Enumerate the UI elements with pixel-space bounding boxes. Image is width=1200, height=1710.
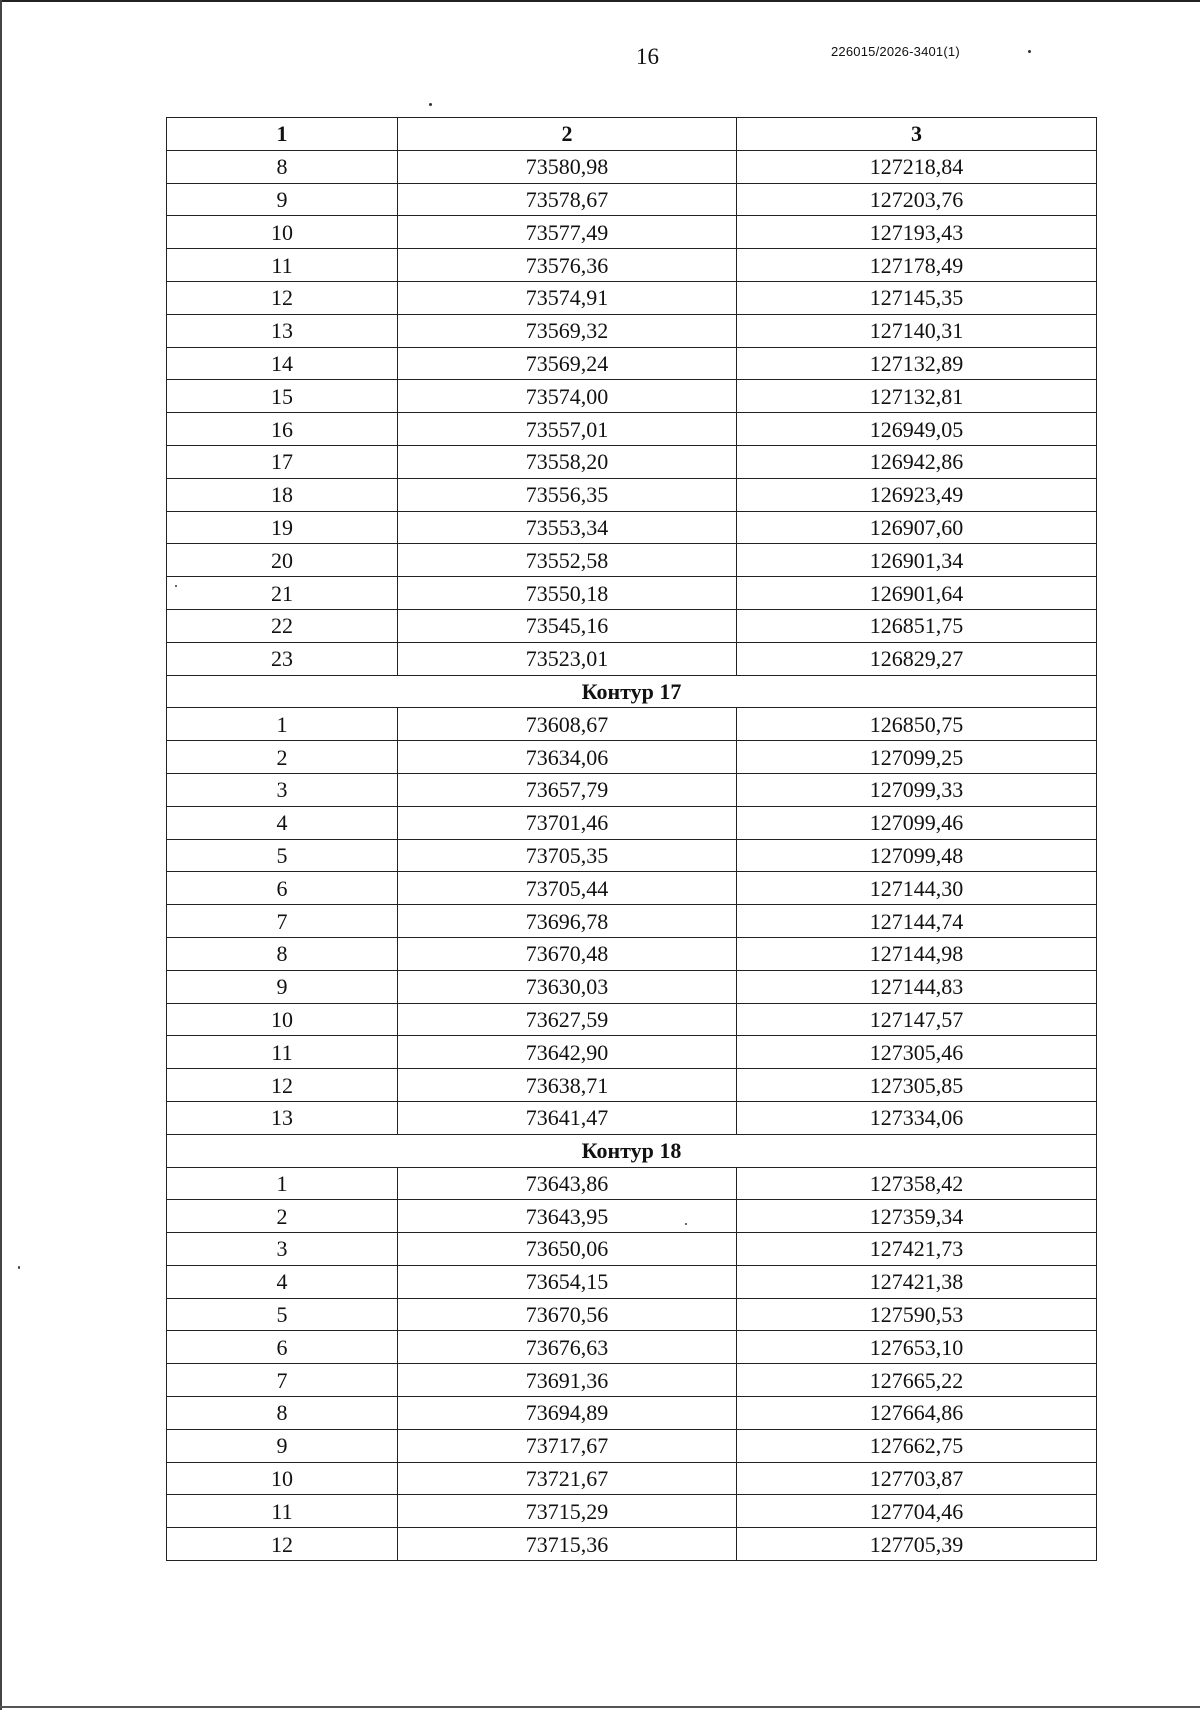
x-coordinate-cell: 73721,67 xyxy=(398,1462,737,1495)
y-coordinate-cell: 127662,75 xyxy=(737,1429,1097,1462)
document-code: 226015/2026-3401(1) xyxy=(831,44,960,59)
table-row xyxy=(167,905,1097,938)
x-coordinate-cell: 73643,95 xyxy=(398,1200,737,1233)
y-coordinate-cell: 127334,06 xyxy=(737,1101,1097,1134)
table-row xyxy=(167,380,1097,413)
table-row xyxy=(167,511,1097,544)
x-coordinate-cell: 73608,67 xyxy=(398,708,737,741)
point-number-cell: 12 xyxy=(167,1528,398,1561)
y-coordinate-cell: 127147,57 xyxy=(737,1003,1097,1036)
point-number-cell: 8 xyxy=(167,150,398,183)
point-number-cell: 11 xyxy=(167,249,398,282)
section-header-row xyxy=(167,675,1097,708)
point-number-cell: 19 xyxy=(167,511,398,544)
point-number-cell: 21 xyxy=(167,577,398,610)
point-number-cell: 7 xyxy=(167,1364,398,1397)
x-coordinate-cell: 73578,67 xyxy=(398,183,737,216)
table-row xyxy=(167,1331,1097,1364)
table-row xyxy=(167,773,1097,806)
x-coordinate-cell: 73642,90 xyxy=(398,1036,737,1069)
y-coordinate-cell: 127218,84 xyxy=(737,150,1097,183)
y-coordinate-cell: 127590,53 xyxy=(737,1298,1097,1331)
x-coordinate-cell: 73569,32 xyxy=(398,314,737,347)
point-number-cell: 5 xyxy=(167,839,398,872)
x-coordinate-cell: 73574,00 xyxy=(398,380,737,413)
y-coordinate-cell: 126907,60 xyxy=(737,511,1097,544)
y-coordinate-cell: 127421,73 xyxy=(737,1233,1097,1266)
y-coordinate-cell: 127704,46 xyxy=(737,1495,1097,1528)
table-row xyxy=(167,872,1097,905)
x-coordinate-cell: 73557,01 xyxy=(398,413,737,446)
y-coordinate-cell: 126850,75 xyxy=(737,708,1097,741)
column-header: 1 xyxy=(167,118,398,151)
x-coordinate-cell: 73550,18 xyxy=(398,577,737,610)
point-number-cell: 5 xyxy=(167,1298,398,1331)
scan-speck xyxy=(429,103,432,106)
table-row xyxy=(167,577,1097,610)
table-row xyxy=(167,970,1097,1003)
x-coordinate-cell: 73580,98 xyxy=(398,150,737,183)
x-coordinate-cell: 73638,71 xyxy=(398,1069,737,1102)
table-row xyxy=(167,413,1097,446)
column-header: 3 xyxy=(737,118,1097,151)
x-coordinate-cell: 73576,36 xyxy=(398,249,737,282)
x-coordinate-cell: 73691,36 xyxy=(398,1364,737,1397)
y-coordinate-cell: 127099,25 xyxy=(737,741,1097,774)
table-row xyxy=(167,642,1097,675)
y-coordinate-cell: 127705,39 xyxy=(737,1528,1097,1561)
y-coordinate-cell: 126851,75 xyxy=(737,609,1097,642)
table-row xyxy=(167,1003,1097,1036)
section-title: Контур 18 xyxy=(167,1134,1097,1167)
section-title: Контур 17 xyxy=(167,675,1097,708)
table-row xyxy=(167,445,1097,478)
y-coordinate-cell: 127178,49 xyxy=(737,249,1097,282)
x-coordinate-cell: 73705,44 xyxy=(398,872,737,905)
x-coordinate-cell: 73552,58 xyxy=(398,544,737,577)
y-coordinate-cell: 127144,83 xyxy=(737,970,1097,1003)
point-number-cell: 2 xyxy=(167,1200,398,1233)
x-coordinate-cell: 73657,79 xyxy=(398,773,737,806)
table-row xyxy=(167,1397,1097,1430)
table-row xyxy=(167,347,1097,380)
table-row xyxy=(167,1265,1097,1298)
point-number-cell: 10 xyxy=(167,216,398,249)
y-coordinate-cell: 127144,74 xyxy=(737,905,1097,938)
x-coordinate-cell: 73694,89 xyxy=(398,1397,737,1430)
y-coordinate-cell: 126949,05 xyxy=(737,413,1097,446)
table-row xyxy=(167,216,1097,249)
x-coordinate-cell: 73556,35 xyxy=(398,478,737,511)
table-row xyxy=(167,1200,1097,1233)
x-coordinate-cell: 73650,06 xyxy=(398,1233,737,1266)
point-number-cell: 6 xyxy=(167,1331,398,1364)
y-coordinate-cell: 127144,30 xyxy=(737,872,1097,905)
scan-speck xyxy=(1028,50,1031,53)
x-coordinate-cell: 73696,78 xyxy=(398,905,737,938)
table-row xyxy=(167,1069,1097,1102)
y-coordinate-cell: 127145,35 xyxy=(737,281,1097,314)
point-number-cell: 12 xyxy=(167,281,398,314)
y-coordinate-cell: 126923,49 xyxy=(737,478,1097,511)
x-coordinate-cell: 73715,29 xyxy=(398,1495,737,1528)
table-row xyxy=(167,249,1097,282)
x-coordinate-cell: 73717,67 xyxy=(398,1429,737,1462)
x-coordinate-cell: 73705,35 xyxy=(398,839,737,872)
table-row xyxy=(167,314,1097,347)
point-number-cell: 3 xyxy=(167,1233,398,1266)
x-coordinate-cell: 73523,01 xyxy=(398,642,737,675)
table-row xyxy=(167,281,1097,314)
table-row xyxy=(167,741,1097,774)
table-row xyxy=(167,1364,1097,1397)
table-row xyxy=(167,544,1097,577)
page-number: 16 xyxy=(636,44,659,69)
column-header: 2 xyxy=(398,118,737,151)
page-border-top xyxy=(0,0,1200,2)
point-number-cell: 14 xyxy=(167,347,398,380)
x-coordinate-cell: 73627,59 xyxy=(398,1003,737,1036)
page-border-left xyxy=(0,0,2,1710)
y-coordinate-cell: 127664,86 xyxy=(737,1397,1097,1430)
table-row xyxy=(167,1298,1097,1331)
point-number-cell: 11 xyxy=(167,1036,398,1069)
point-number-cell: 4 xyxy=(167,1265,398,1298)
x-coordinate-cell: 73701,46 xyxy=(398,806,737,839)
point-number-cell: 9 xyxy=(167,1429,398,1462)
point-number-cell: 9 xyxy=(167,970,398,1003)
table-row xyxy=(167,1429,1097,1462)
x-coordinate-cell: 73641,47 xyxy=(398,1101,737,1134)
y-coordinate-cell: 127203,76 xyxy=(737,183,1097,216)
point-number-cell: 9 xyxy=(167,183,398,216)
point-number-cell: 22 xyxy=(167,609,398,642)
x-coordinate-cell: 73670,56 xyxy=(398,1298,737,1331)
y-coordinate-cell: 126829,27 xyxy=(737,642,1097,675)
x-coordinate-cell: 73558,20 xyxy=(398,445,737,478)
point-number-cell: 18 xyxy=(167,478,398,511)
table-row xyxy=(167,1101,1097,1134)
y-coordinate-cell: 127305,85 xyxy=(737,1069,1097,1102)
x-coordinate-cell: 73574,91 xyxy=(398,281,737,314)
point-number-cell: 16 xyxy=(167,413,398,446)
x-coordinate-cell: 73654,15 xyxy=(398,1265,737,1298)
point-number-cell: 10 xyxy=(167,1003,398,1036)
y-coordinate-cell: 127703,87 xyxy=(737,1462,1097,1495)
table-row xyxy=(167,150,1097,183)
point-number-cell: 12 xyxy=(167,1069,398,1102)
y-coordinate-cell: 127099,48 xyxy=(737,839,1097,872)
y-coordinate-cell: 127653,10 xyxy=(737,1331,1097,1364)
point-number-cell: 8 xyxy=(167,1397,398,1430)
y-coordinate-cell: 126901,34 xyxy=(737,544,1097,577)
y-coordinate-cell: 127132,81 xyxy=(737,380,1097,413)
table-row xyxy=(167,1495,1097,1528)
coordinates-table xyxy=(166,117,1097,1561)
x-coordinate-cell: 73553,34 xyxy=(398,511,737,544)
page-border-bottom xyxy=(0,1706,1200,1708)
table-row xyxy=(167,1036,1097,1069)
x-coordinate-cell: 73630,03 xyxy=(398,970,737,1003)
point-number-cell: 17 xyxy=(167,445,398,478)
point-number-cell: 20 xyxy=(167,544,398,577)
y-coordinate-cell: 127132,89 xyxy=(737,347,1097,380)
x-coordinate-cell: 73577,49 xyxy=(398,216,737,249)
table-row xyxy=(167,806,1097,839)
point-number-cell: 1 xyxy=(167,1167,398,1200)
table-row xyxy=(167,708,1097,741)
point-number-cell: 10 xyxy=(167,1462,398,1495)
y-coordinate-cell: 127193,43 xyxy=(737,216,1097,249)
point-number-cell: 8 xyxy=(167,937,398,970)
y-coordinate-cell: 127144,98 xyxy=(737,937,1097,970)
y-coordinate-cell: 127665,22 xyxy=(737,1364,1097,1397)
x-coordinate-cell: 73643,86 xyxy=(398,1167,737,1200)
point-number-cell: 6 xyxy=(167,872,398,905)
y-coordinate-cell: 127305,46 xyxy=(737,1036,1097,1069)
y-coordinate-cell: 127421,38 xyxy=(737,1265,1097,1298)
point-number-cell: 1 xyxy=(167,708,398,741)
table-row xyxy=(167,1233,1097,1266)
table-row xyxy=(167,478,1097,511)
table-row xyxy=(167,1462,1097,1495)
table-row xyxy=(167,609,1097,642)
table-row xyxy=(167,937,1097,970)
point-number-cell: 23 xyxy=(167,642,398,675)
y-coordinate-cell: 127359,34 xyxy=(737,1200,1097,1233)
point-number-cell: 4 xyxy=(167,806,398,839)
y-coordinate-cell: 126901,64 xyxy=(737,577,1097,610)
point-number-cell: 11 xyxy=(167,1495,398,1528)
section-header-row xyxy=(167,1134,1097,1167)
table-header-row xyxy=(167,118,1097,151)
y-coordinate-cell: 127140,31 xyxy=(737,314,1097,347)
x-coordinate-cell: 73634,06 xyxy=(398,741,737,774)
y-coordinate-cell: 127099,46 xyxy=(737,806,1097,839)
y-coordinate-cell: 127099,33 xyxy=(737,773,1097,806)
point-number-cell: 13 xyxy=(167,1101,398,1134)
table-row xyxy=(167,183,1097,216)
table-row xyxy=(167,839,1097,872)
point-number-cell: 15 xyxy=(167,380,398,413)
x-coordinate-cell: 73715,36 xyxy=(398,1528,737,1561)
scan-speck xyxy=(18,1266,20,1269)
x-coordinate-cell: 73676,63 xyxy=(398,1331,737,1364)
table-row xyxy=(167,1167,1097,1200)
y-coordinate-cell: 127358,42 xyxy=(737,1167,1097,1200)
point-number-cell: 13 xyxy=(167,314,398,347)
point-number-cell: 3 xyxy=(167,773,398,806)
table-body xyxy=(167,150,1097,1560)
point-number-cell: 7 xyxy=(167,905,398,938)
x-coordinate-cell: 73545,16 xyxy=(398,609,737,642)
table-row xyxy=(167,1528,1097,1561)
x-coordinate-cell: 73569,24 xyxy=(398,347,737,380)
x-coordinate-cell: 73670,48 xyxy=(398,937,737,970)
point-number-cell: 2 xyxy=(167,741,398,774)
y-coordinate-cell: 126942,86 xyxy=(737,445,1097,478)
